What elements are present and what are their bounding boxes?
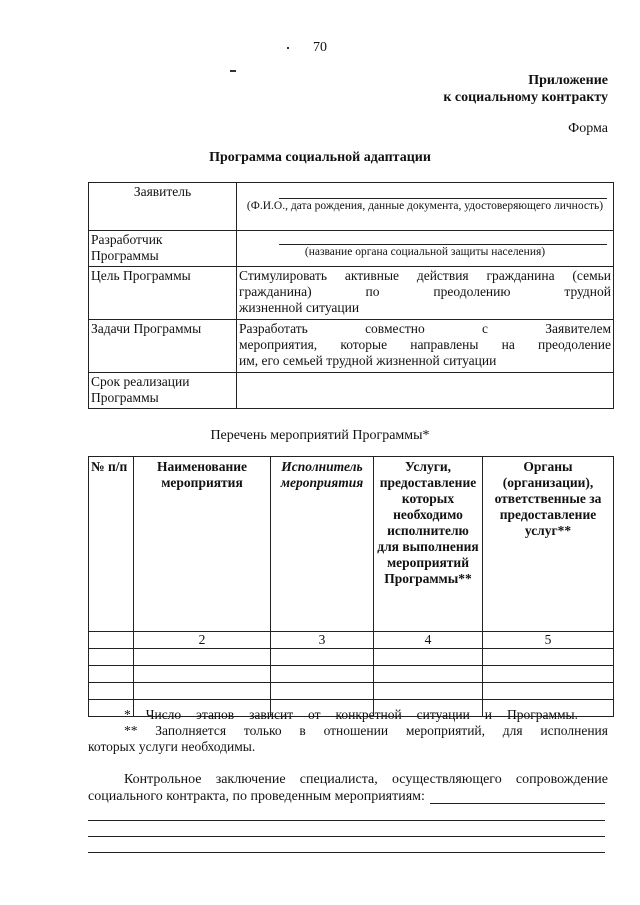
scan-speck	[230, 70, 236, 72]
appendix-line1: Приложение	[528, 73, 608, 88]
term-label	[89, 373, 237, 409]
measures-header-row	[89, 457, 614, 632]
applicant-caption: (Ф.И.О., дата рождения, данные документа, удостоверяющего личность)	[246, 200, 604, 212]
developer-label	[89, 231, 237, 267]
appendix-line2: к социальному контракту	[443, 90, 608, 105]
goal-label: Цель Программы	[89, 267, 237, 320]
applicant-row	[89, 183, 614, 231]
applicant-field[interactable]	[237, 183, 614, 231]
empty-cell[interactable]	[134, 649, 271, 666]
conclusion-line1: Контрольное заключение специалиста, осуществляющего сопровождение	[124, 772, 608, 787]
measures-table	[88, 456, 614, 717]
scan-speck	[287, 47, 289, 49]
empty-cell[interactable]	[134, 683, 271, 700]
empty-cell[interactable]	[89, 666, 134, 683]
empty-cell[interactable]	[374, 666, 483, 683]
measures-title: Перечень мероприятий Программы*	[210, 428, 430, 443]
term-value[interactable]	[237, 373, 614, 409]
table-row	[89, 683, 614, 700]
conclusion-fill-line[interactable]	[88, 852, 605, 853]
tasks-value	[237, 320, 614, 373]
empty-cell[interactable]	[271, 683, 374, 700]
empty-cell[interactable]	[374, 683, 483, 700]
footnote-2-line1: ** Заполняется только в отношении мероприятий, для исполнения	[124, 723, 608, 738]
tasks-line3: им, его семьей трудной жизненной ситуации	[239, 353, 497, 368]
number-cell-2: 2	[134, 632, 271, 649]
program-info-table	[88, 182, 614, 409]
number-cell-5: 5	[483, 632, 614, 649]
conclusion-fill-line[interactable]	[88, 820, 605, 821]
developer-label-line2: Программы	[91, 248, 159, 263]
empty-cell[interactable]	[271, 666, 374, 683]
empty-cell[interactable]	[89, 649, 134, 666]
footnote-2-line2: которых услуги необходимы.	[88, 739, 256, 754]
empty-cell[interactable]	[271, 649, 374, 666]
conclusion-fill-line[interactable]	[430, 803, 605, 804]
tasks-label: Задачи Программы	[89, 320, 237, 373]
header-executor: Исполнитель мероприятия	[271, 457, 374, 632]
tasks-line2: мероприятия, которые направлены на преодоление	[239, 337, 611, 352]
goal-value	[237, 267, 614, 320]
header-services: Услуги, предоставление которых необходимо исполнителю для выполнения мероприятий Программы**	[374, 457, 483, 632]
appendix-heading	[443, 72, 608, 106]
tasks-line1: Разработать совместно с Заявителем	[239, 321, 611, 336]
conclusion-fill-line[interactable]	[88, 836, 605, 837]
goal-line2: гражданина) по преодолению трудной	[239, 284, 611, 299]
footnote-1: * Число этапов зависит от конкретной ситуации и Программы.	[124, 707, 578, 722]
goal-line1: Стимулировать активные действия гражданина (семьи	[239, 268, 611, 283]
footnotes	[88, 707, 608, 755]
conclusion	[88, 771, 608, 805]
empty-cell[interactable]	[483, 666, 614, 683]
developer-field[interactable]	[237, 231, 614, 267]
header-measure-name: Наименование мероприятия	[134, 457, 271, 632]
empty-cell[interactable]	[89, 683, 134, 700]
tasks-row	[89, 320, 614, 373]
developer-label-line1: Разработчик	[91, 232, 163, 247]
empty-cell[interactable]	[374, 649, 483, 666]
term-row	[89, 373, 614, 409]
empty-cell[interactable]	[483, 649, 614, 666]
number-cell-4: 4	[374, 632, 483, 649]
empty-cell[interactable]	[134, 666, 271, 683]
goal-line3: жизненной ситуации	[239, 300, 360, 315]
measures-number-row	[89, 632, 614, 649]
header-number: № п/п	[89, 457, 134, 632]
form-label: Форма	[568, 121, 608, 136]
header-organizations: Органы (организации), ответственные за предоставление услуг**	[483, 457, 614, 632]
number-cell-3: 3	[271, 632, 374, 649]
empty-cell[interactable]	[483, 683, 614, 700]
page-number: 70	[313, 40, 327, 55]
conclusion-line2: социального контракта, по проведенным мероприятиям:	[88, 789, 425, 804]
table-row	[89, 666, 614, 683]
goal-row	[89, 267, 614, 320]
document-title: Программа социальной адаптации	[209, 150, 431, 165]
table-row	[89, 649, 614, 666]
applicant-label: Заявитель	[89, 183, 237, 231]
number-cell-1	[89, 632, 134, 649]
term-label-line2: Программы	[91, 390, 159, 405]
developer-row	[89, 231, 614, 267]
term-label-line1: Срок реализации	[91, 374, 190, 389]
developer-caption: (название органа социальной защиты населения)	[304, 246, 546, 258]
